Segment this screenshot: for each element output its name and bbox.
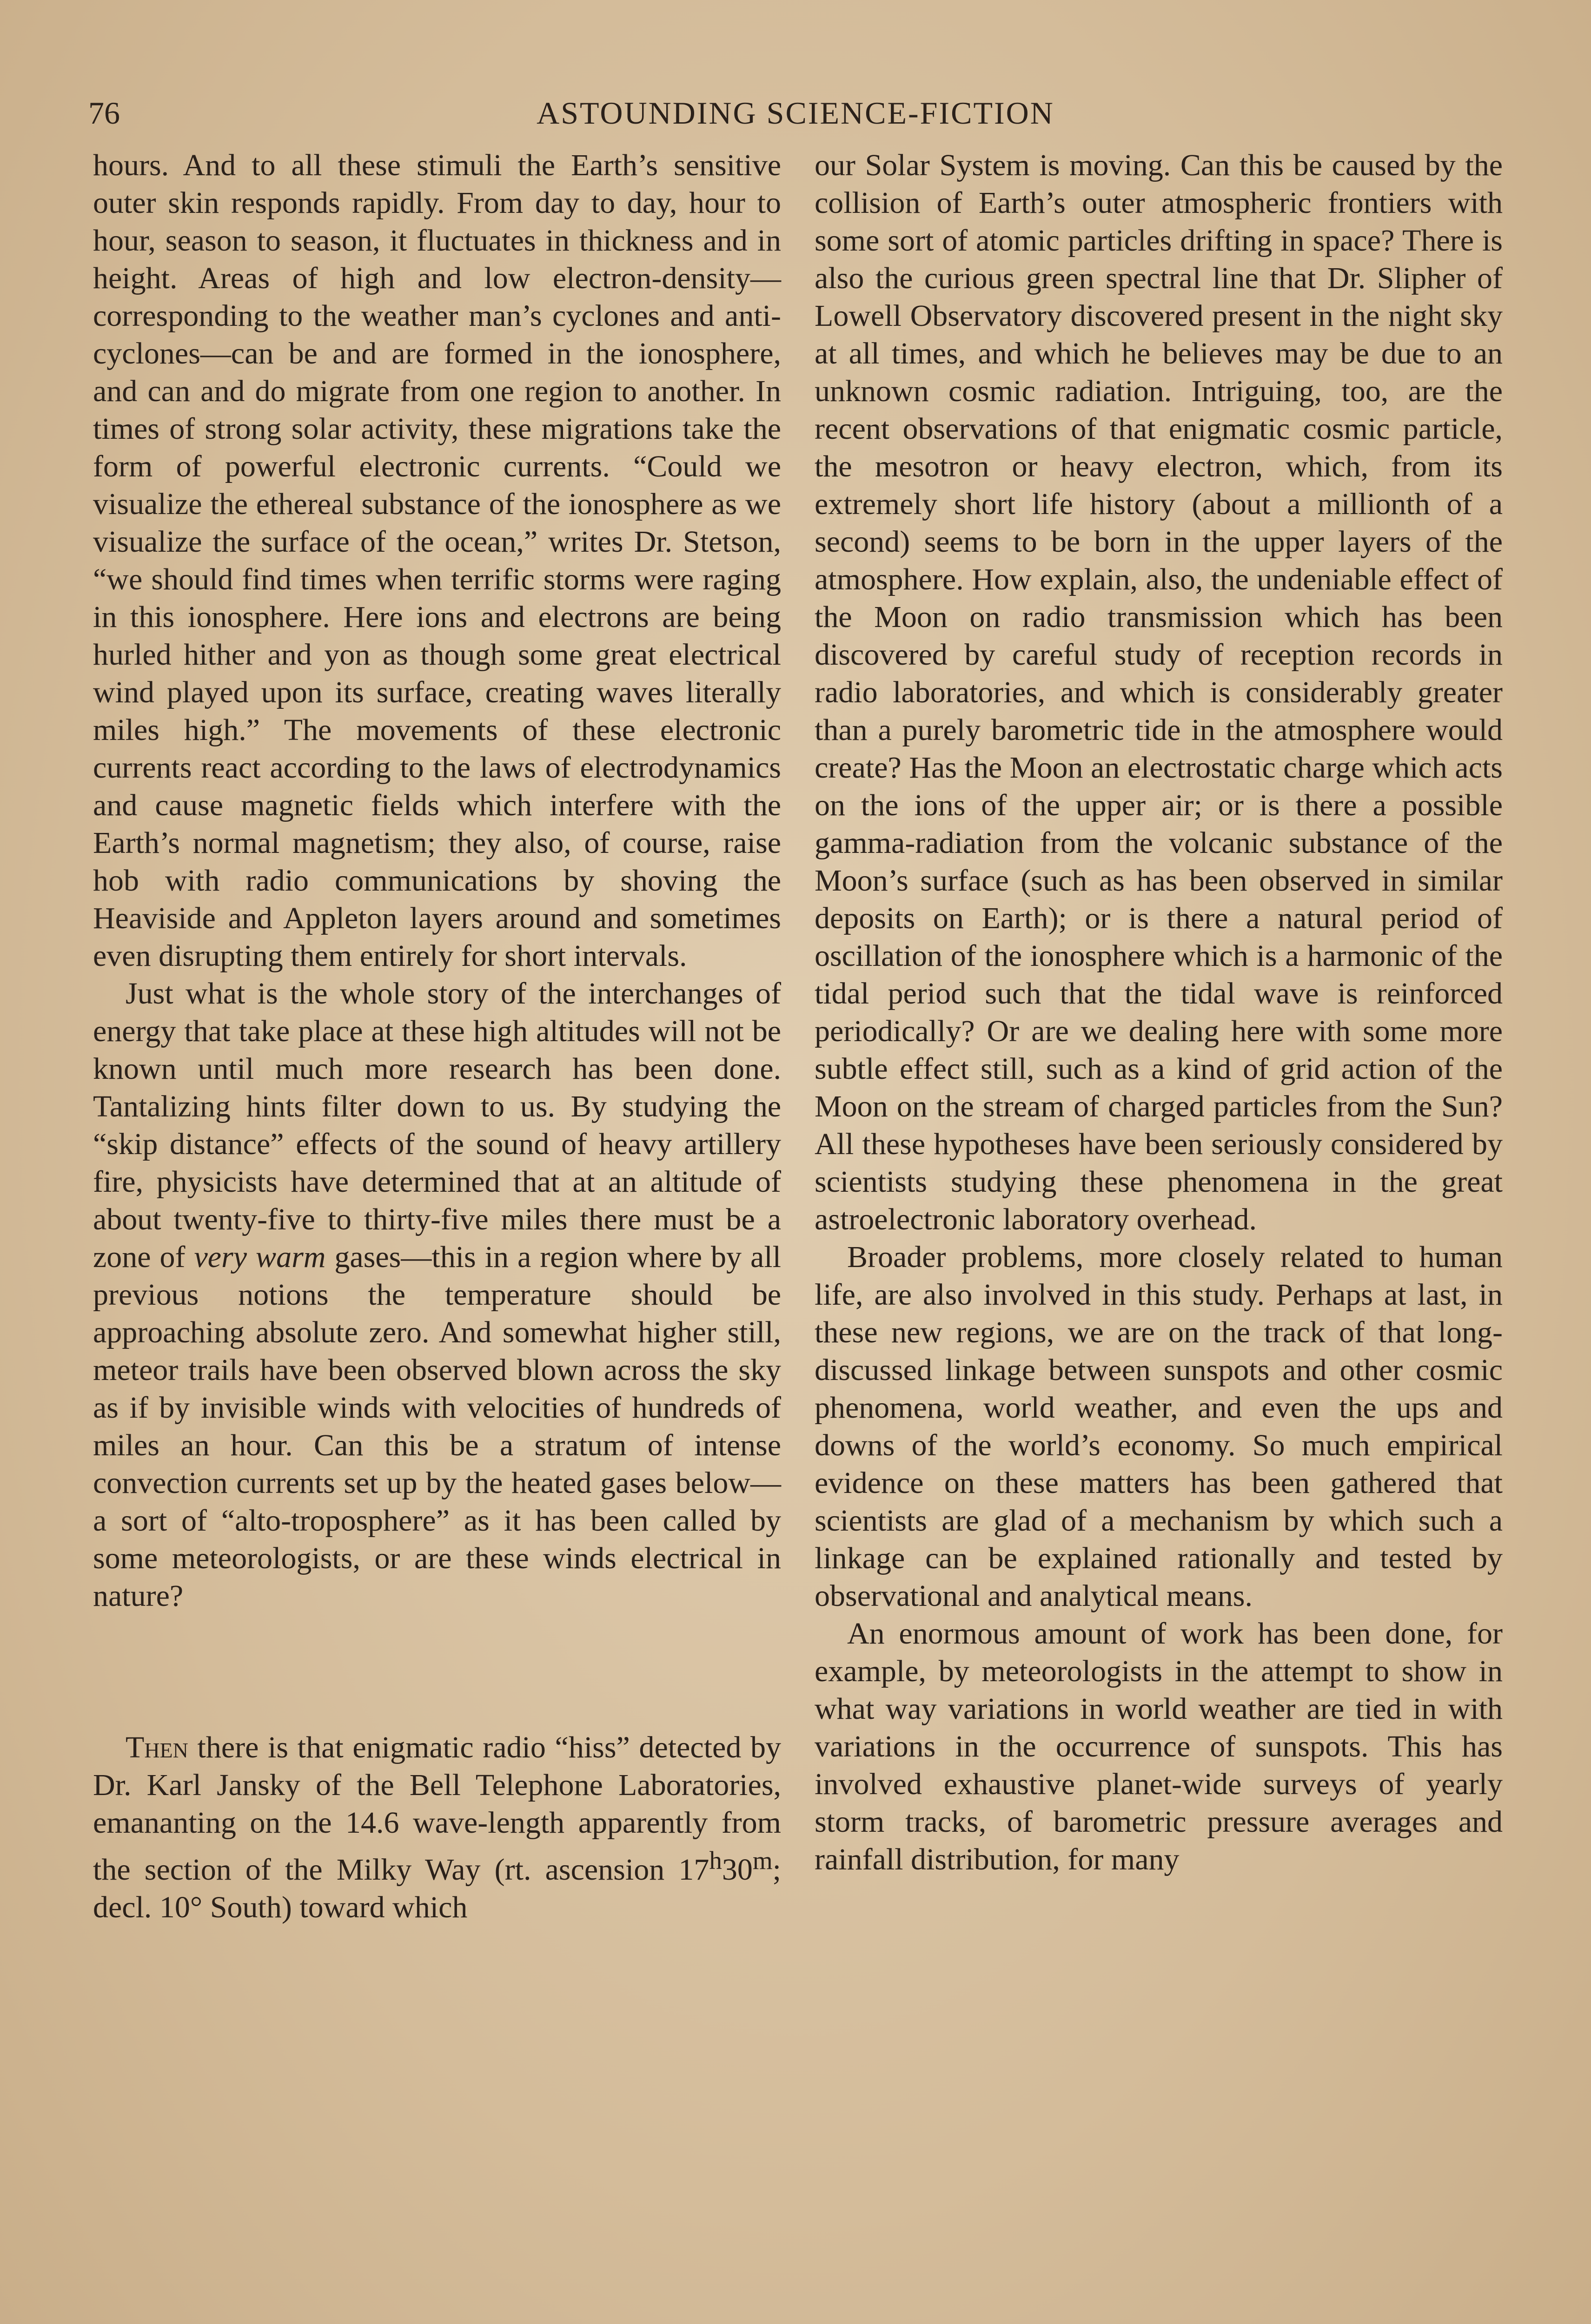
paragraph-text: gases—this in a region where by all previous notions the temperature should be approaching absolute zero. And somewhat higher still, meteor trails have been observed blown across the sky as if by invisible winds with velocities of hundreds of miles an hour. Can this be a stratum of intense convection currents set up by the heated gases below—a sort of “alto-troposphere” as it has been called by some meteorologists, or are these winds electrical in nature?: [93, 1240, 781, 1613]
page-number: 76: [88, 95, 120, 131]
minutes-superscript: m: [752, 1846, 773, 1875]
ascension-hours: 17: [678, 1853, 709, 1887]
paragraph-text: ; decl. 10° South) toward which: [93, 1853, 781, 1924]
paragraph-ionosphere-storms: hours. And to all these stimuli the Earth’s sensitive outer skin responds rapidly. From day to day, hour to hour, season to season, it fluctuates in thickness and in height. Areas of high and low electron-density—corresponding to the weather man’s cyclones and anti-cyclones—can be and are formed in the ionosphere, and can and do migrate from one region to another. In times of strong solar activity, these migrations take the form of powerful electronic currents. “Could we visualize the ethereal substance of the ionosphere as we visualize the surface of the ocean,” writes Dr. Stetson, “we should find times when terrific storms were raging in this ionosphere. Here ions and electrons are being hurled hither and yon as though some great electrical wind played upon its surface, creating waves literally miles high.” The movements of these electronic currents react according to the laws of electrodynamics and cause magnetic fields which interfere with the Earth’s normal magnetism; they also, of course, raise hob with radio communications by shoving the Heaviside and Appleton layers around and sometimes even disrupting them entirely for short intervals.: [93, 148, 781, 973]
paragraph-solar-system: our Solar System is moving. Can this be caused by the collision of Earth’s outer atmospheric frontiers with some sort of atomic particles drifting in space? There is also the curious green spectral line that Dr. Slipher of Lowell Observatory discovered present in the night sky at all times, and which he believes may be due to an unknown cosmic radiation. Intriguing, too, are the recent observations of that enigmatic cosmic particle, the mesotron or heavy electron, which, from its extremely short life history (about a millionth of a second) seems to be born in the upper layers of the atmosphere. How explain, also, the undeniable effect of the Moon on radio transmission which has been discovered by careful study of reception records in radio laboratories, and which is considerably greater than a purely barometric tide in the atmosphere would create? Has the Moon an electrostatic charge which acts on the ions of the upper air; or is there a possible gamma-radiation from the volcanic substance of the Moon’s surface (such as has been observed in similar deposits on Earth); or is there a natural period of oscillation of the ionosphere which is a harmonic of the tidal period such that the tidal wave is reinforced periodically? Or are we dealing here with some more subtle effect still, such as a kind of grid action of the Moon on the stream of charged particles from the Sun? All these hypotheses have been seriously considered by scientists studying these phenomena in the great astroelectronic laboratory overhead.: [815, 148, 1503, 1236]
page-header: [88, 87, 1503, 139]
left-column: [93, 146, 781, 1926]
lead-word: Then: [126, 1730, 188, 1764]
paragraph-text: there is that enigmatic radio “hiss” detected by Dr. Karl Jansky of the Bell Telephone Laboratories, emananting on the 14.6 wave-length apparently from the section of the Milky Way (rt. ascension: [93, 1730, 781, 1887]
running-title: ASTOUNDING SCIENCE-FICTION: [537, 95, 1054, 131]
paragraph-text: Just what is the whole story of the interchanges of energy that take place at these high altitudes will not be known until much more research has been done. Tantalizing hints filter down to us. By studying the “skip distance” effects of the sound of heavy artillery fire, physicists have determined that at an altitude of about twenty-five to thirty-five miles there must be a zone of: [93, 977, 781, 1274]
paragraph-high-altitudes: [93, 975, 781, 1615]
paragraph-broader-problems: Broader problems, more closely related to human life, are also involved in this study. Perhaps at last, in these new regions, we are on the track of that long-discussed linkage between sunspots and other cosmic phenomena, world weather, and even the ups and downs of the world’s economy. So much empirical evidence on these matters has been gathered that scientists are glad of a mechanism by which such a linkage can be explained rationally and tested by observational and analytical means.: [815, 1240, 1503, 1613]
paragraph-radio-hiss: [93, 1729, 781, 1926]
hours-superscript: h: [709, 1846, 722, 1875]
paragraph-meteorologists: An enormous amount of work has been done, for example, by meteorologists in the attempt to show in what way variations in world weather are tied in with variations in the occurrence of sunspots. This has involved exhaustive planet-wide surveys of yearly storm tracks, of barometric pressure averages and rainfall distribution, for many: [815, 1617, 1503, 1876]
ascension-minutes: 30: [722, 1853, 753, 1887]
section-break: [93, 1615, 781, 1729]
right-column: [815, 146, 1503, 1878]
italic-phrase: very warm: [194, 1240, 326, 1274]
